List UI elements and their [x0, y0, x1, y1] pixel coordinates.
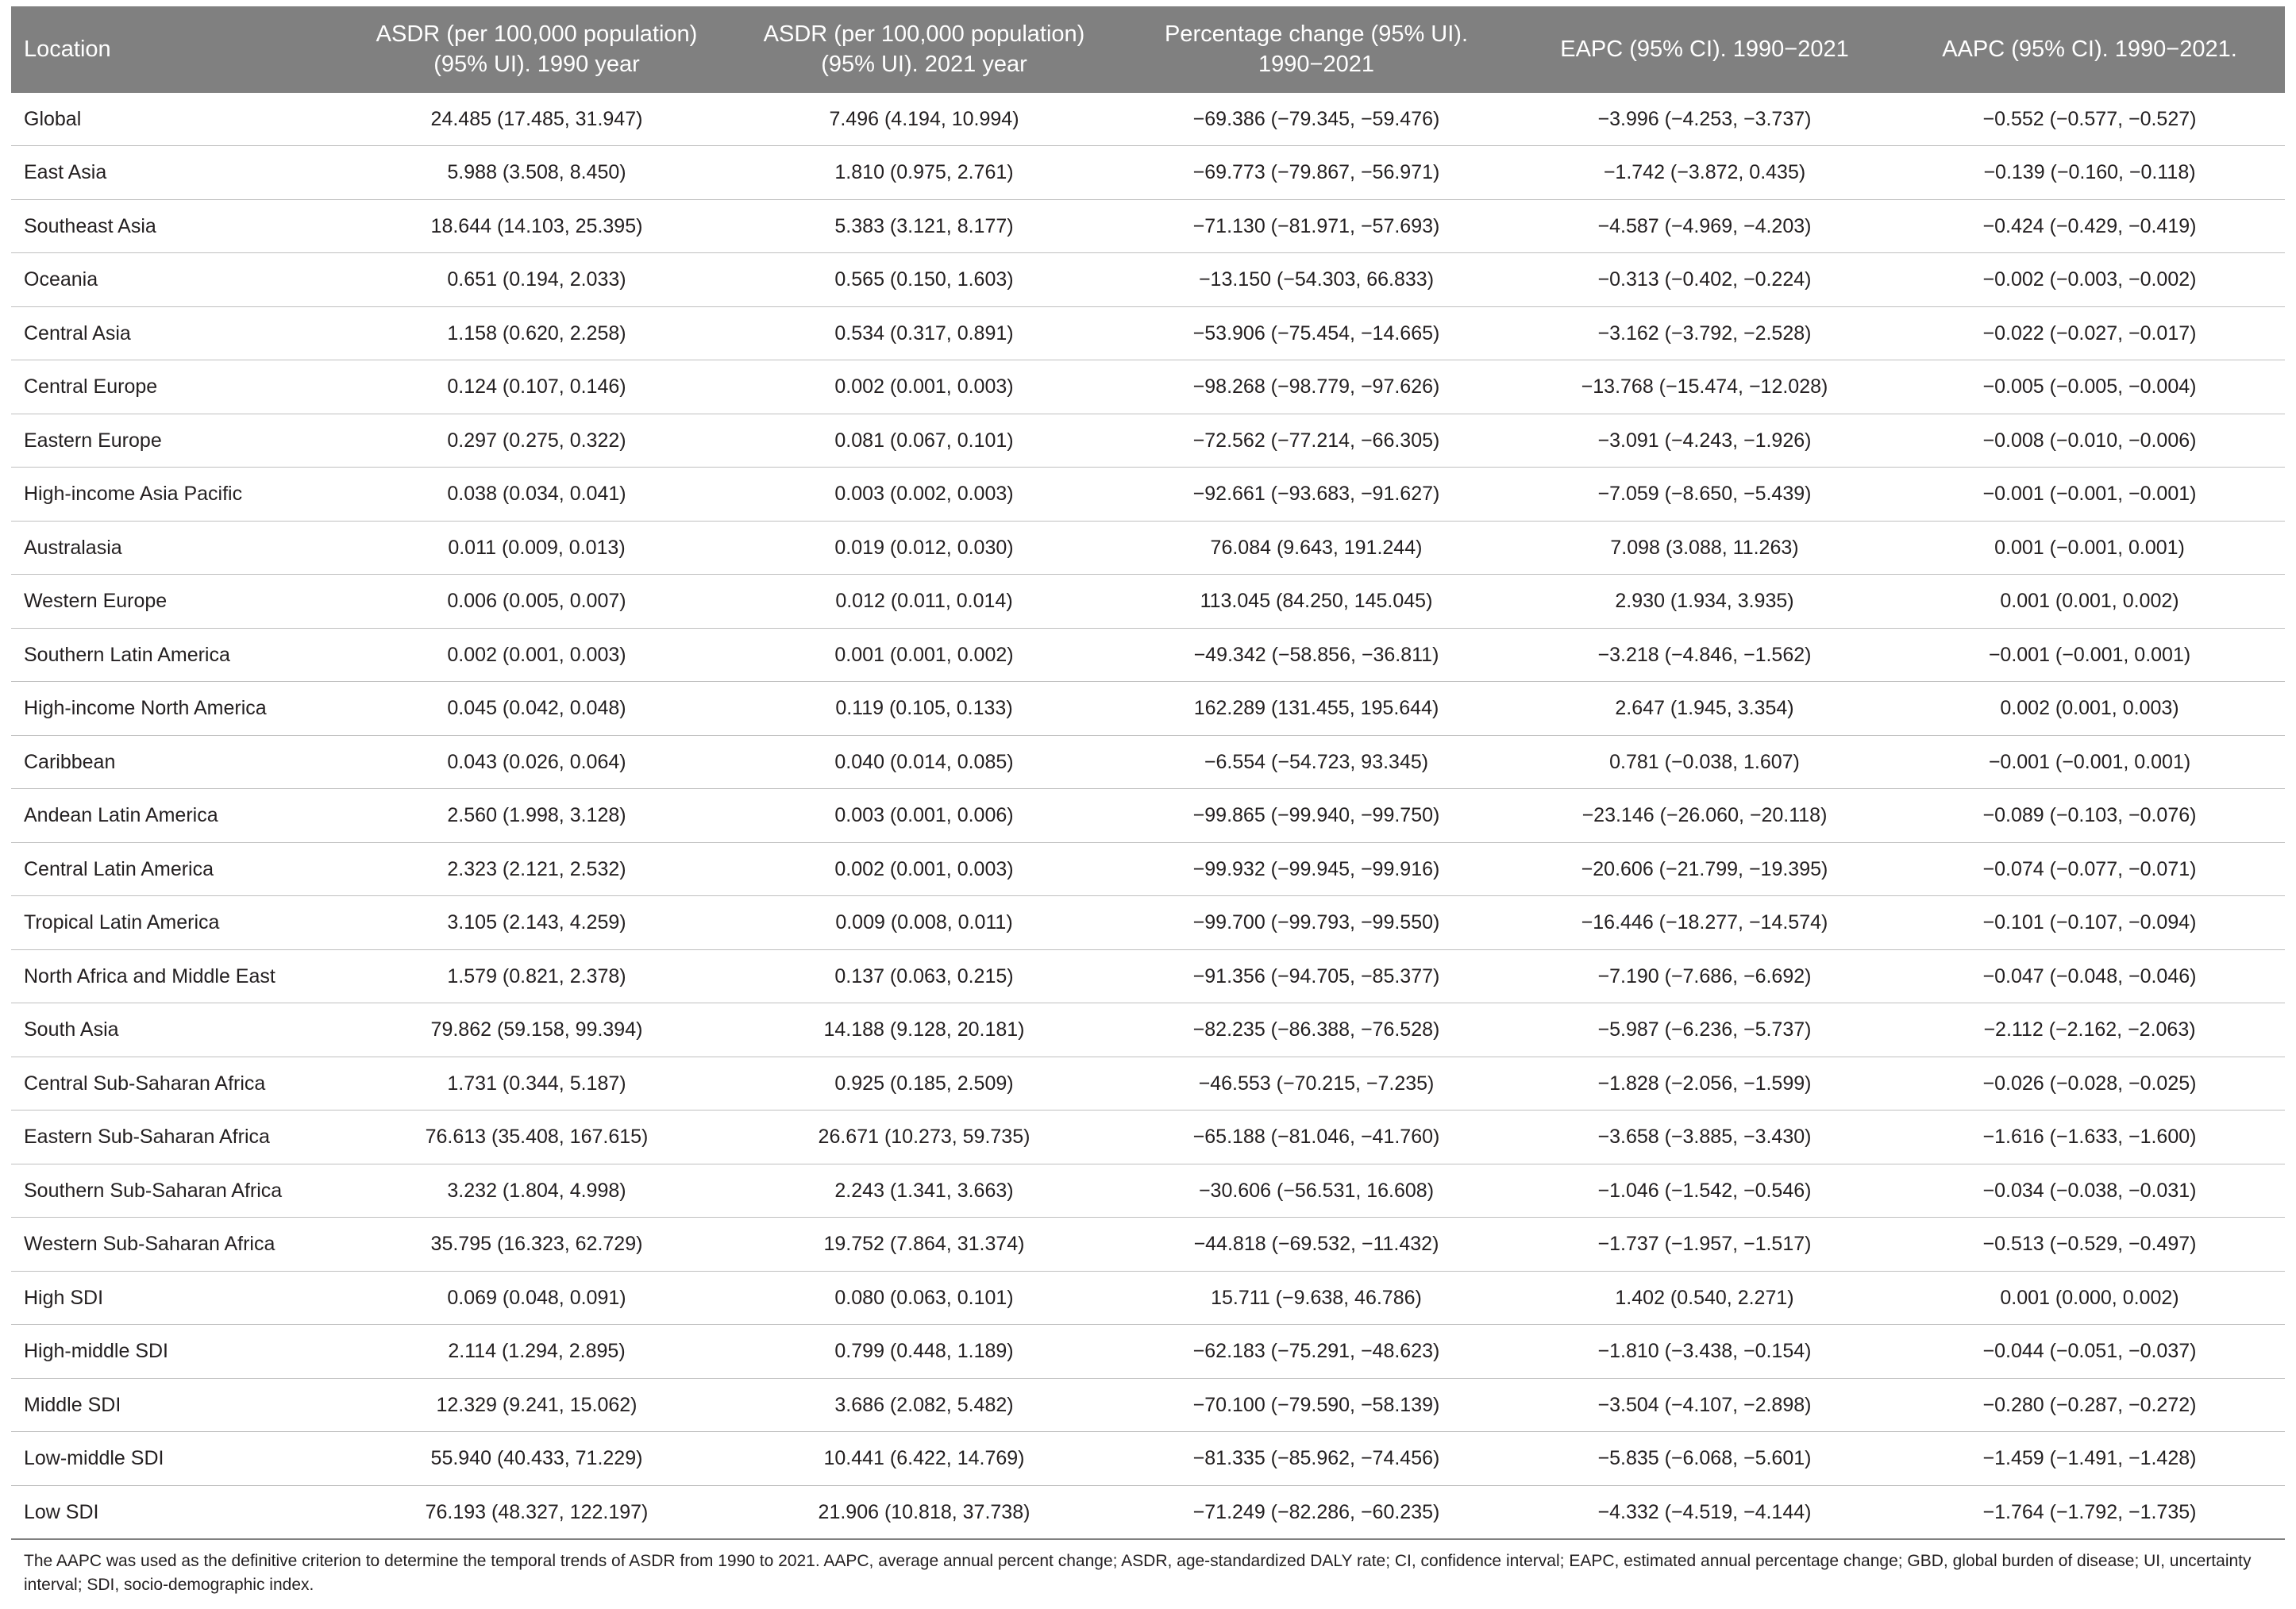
header-row: [11, 6, 2285, 93]
table-header: [11, 6, 2285, 93]
cell-percentage-change: −92.661 (−93.683, −91.627): [1118, 468, 1515, 522]
cell-asdr-1990: 2.323 (2.121, 2.532): [343, 842, 730, 896]
cell-asdr-1990: 24.485 (17.485, 31.947): [343, 93, 730, 146]
cell-asdr-2021: 0.565 (0.150, 1.603): [730, 253, 1118, 307]
cell-asdr-2021: 0.003 (0.001, 0.006): [730, 789, 1118, 843]
cell-location: Eastern Europe: [11, 414, 343, 468]
column-header-eapc: EAPC (95% CI). 1990−2021: [1515, 6, 1894, 93]
table-row: [11, 414, 2285, 468]
cell-aapc: −0.022 (−0.027, −0.017): [1894, 306, 2285, 360]
cell-eapc: −16.446 (−18.277, −14.574): [1515, 896, 1894, 950]
cell-eapc: −3.996 (−4.253, −3.737): [1515, 93, 1894, 146]
cell-aapc: −0.044 (−0.051, −0.037): [1894, 1325, 2285, 1379]
cell-asdr-1990: 0.043 (0.026, 0.064): [343, 735, 730, 789]
cell-percentage-change: −99.865 (−99.940, −99.750): [1118, 789, 1515, 843]
cell-eapc: −3.091 (−4.243, −1.926): [1515, 414, 1894, 468]
cell-percentage-change: −53.906 (−75.454, −14.665): [1118, 306, 1515, 360]
table-row: [11, 360, 2285, 414]
cell-asdr-2021: 0.012 (0.011, 0.014): [730, 575, 1118, 629]
table-body: [11, 93, 2285, 1540]
table-row: [11, 306, 2285, 360]
cell-eapc: −23.146 (−26.060, −20.118): [1515, 789, 1894, 843]
cell-asdr-2021: 0.040 (0.014, 0.085): [730, 735, 1118, 789]
cell-percentage-change: −82.235 (−86.388, −76.528): [1118, 1003, 1515, 1057]
table-footnote: The AAPC was used as the definitive criterion to determine the temporal trends of ASDR from 1990 to 2021. AAPC, average annual percent change; ASDR, age-standardized DALY rate; CI, confidence interval; EAPC, estimated annual percentage change; GBD, global burden of disease; UI, uncertainty interval; SDI, socio-demographic index.: [24, 1552, 2252, 1595]
cell-asdr-2021: 0.799 (0.448, 1.189): [730, 1325, 1118, 1379]
column-header-location: Location: [11, 6, 343, 93]
table-row: [11, 682, 2285, 736]
cell-location: Australasia: [11, 521, 343, 575]
cell-asdr-1990: 3.232 (1.804, 4.998): [343, 1164, 730, 1218]
cell-asdr-1990: 0.038 (0.034, 0.041): [343, 468, 730, 522]
cell-eapc: 1.402 (0.540, 2.271): [1515, 1271, 1894, 1325]
cell-eapc: −4.332 (−4.519, −4.144): [1515, 1485, 1894, 1539]
cell-asdr-1990: 18.644 (14.103, 25.395): [343, 199, 730, 253]
table-row: [11, 949, 2285, 1003]
cell-aapc: −2.112 (−2.162, −2.063): [1894, 1003, 2285, 1057]
results-table: [11, 6, 2285, 1540]
cell-location: Global: [11, 93, 343, 146]
cell-aapc: −0.005 (−0.005, −0.004): [1894, 360, 2285, 414]
cell-location: Southern Latin America: [11, 628, 343, 682]
table-row: [11, 1003, 2285, 1057]
cell-asdr-2021: 0.137 (0.063, 0.215): [730, 949, 1118, 1003]
cell-aapc: −0.001 (−0.001, 0.001): [1894, 628, 2285, 682]
cell-eapc: −4.587 (−4.969, −4.203): [1515, 199, 1894, 253]
cell-location: High-income North America: [11, 682, 343, 736]
table-container: [11, 6, 2285, 1540]
table-row: [11, 735, 2285, 789]
cell-asdr-1990: 0.002 (0.001, 0.003): [343, 628, 730, 682]
cell-eapc: −1.737 (−1.957, −1.517): [1515, 1218, 1894, 1272]
cell-asdr-2021: 0.009 (0.008, 0.011): [730, 896, 1118, 950]
cell-asdr-1990: 12.329 (9.241, 15.062): [343, 1378, 730, 1432]
cell-aapc: −0.034 (−0.038, −0.031): [1894, 1164, 2285, 1218]
table-row: [11, 1485, 2285, 1539]
cell-eapc: −1.742 (−3.872, 0.435): [1515, 146, 1894, 200]
cell-asdr-2021: 3.686 (2.082, 5.482): [730, 1378, 1118, 1432]
cell-asdr-2021: 0.003 (0.002, 0.003): [730, 468, 1118, 522]
cell-asdr-1990: 1.731 (0.344, 5.187): [343, 1057, 730, 1111]
column-header-asdr-1990: ASDR (per 100,000 population) (95% UI). 1990 year: [343, 6, 730, 93]
cell-asdr-1990: 0.651 (0.194, 2.033): [343, 253, 730, 307]
table-row: [11, 896, 2285, 950]
cell-eapc: −13.768 (−15.474, −12.028): [1515, 360, 1894, 414]
cell-aapc: −0.008 (−0.010, −0.006): [1894, 414, 2285, 468]
table-row: [11, 842, 2285, 896]
cell-location: Western Europe: [11, 575, 343, 629]
cell-location: Central Latin America: [11, 842, 343, 896]
cell-asdr-1990: 1.579 (0.821, 2.378): [343, 949, 730, 1003]
cell-eapc: −5.835 (−6.068, −5.601): [1515, 1432, 1894, 1486]
cell-eapc: −3.504 (−4.107, −2.898): [1515, 1378, 1894, 1432]
table-row: [11, 1057, 2285, 1111]
cell-location: High-income Asia Pacific: [11, 468, 343, 522]
cell-percentage-change: −13.150 (−54.303, 66.833): [1118, 253, 1515, 307]
cell-asdr-1990: 79.862 (59.158, 99.394): [343, 1003, 730, 1057]
cell-location: Oceania: [11, 253, 343, 307]
cell-asdr-1990: 0.006 (0.005, 0.007): [343, 575, 730, 629]
cell-asdr-2021: 0.081 (0.067, 0.101): [730, 414, 1118, 468]
cell-aapc: −0.026 (−0.028, −0.025): [1894, 1057, 2285, 1111]
cell-percentage-change: −30.606 (−56.531, 16.608): [1118, 1164, 1515, 1218]
cell-asdr-1990: 76.193 (48.327, 122.197): [343, 1485, 730, 1539]
cell-asdr-1990: 0.124 (0.107, 0.146): [343, 360, 730, 414]
cell-eapc: −1.046 (−1.542, −0.546): [1515, 1164, 1894, 1218]
cell-location: Andean Latin America: [11, 789, 343, 843]
cell-location: Caribbean: [11, 735, 343, 789]
cell-percentage-change: −6.554 (−54.723, 93.345): [1118, 735, 1515, 789]
cell-location: High-middle SDI: [11, 1325, 343, 1379]
cell-percentage-change: −81.335 (−85.962, −74.456): [1118, 1432, 1515, 1486]
table-row: [11, 1111, 2285, 1164]
cell-location: South Asia: [11, 1003, 343, 1057]
cell-asdr-1990: 0.297 (0.275, 0.322): [343, 414, 730, 468]
cell-eapc: 2.930 (1.934, 3.935): [1515, 575, 1894, 629]
cell-eapc: 0.781 (−0.038, 1.607): [1515, 735, 1894, 789]
cell-aapc: −1.764 (−1.792, −1.735): [1894, 1485, 2285, 1539]
cell-percentage-change: −72.562 (−77.214, −66.305): [1118, 414, 1515, 468]
cell-aapc: −0.280 (−0.287, −0.272): [1894, 1378, 2285, 1432]
cell-location: Middle SDI: [11, 1378, 343, 1432]
cell-aapc: −1.459 (−1.491, −1.428): [1894, 1432, 2285, 1486]
cell-eapc: −3.162 (−3.792, −2.528): [1515, 306, 1894, 360]
table-row: [11, 1218, 2285, 1272]
column-header-aapc: AAPC (95% CI). 1990−2021.: [1894, 6, 2285, 93]
table-row: [11, 468, 2285, 522]
cell-asdr-2021: 0.001 (0.001, 0.002): [730, 628, 1118, 682]
cell-asdr-2021: 0.080 (0.063, 0.101): [730, 1271, 1118, 1325]
cell-asdr-1990: 35.795 (16.323, 62.729): [343, 1218, 730, 1272]
cell-aapc: −0.002 (−0.003, −0.002): [1894, 253, 2285, 307]
cell-percentage-change: −65.188 (−81.046, −41.760): [1118, 1111, 1515, 1164]
cell-eapc: −3.218 (−4.846, −1.562): [1515, 628, 1894, 682]
cell-aapc: −0.513 (−0.529, −0.497): [1894, 1218, 2285, 1272]
cell-aapc: −0.089 (−0.103, −0.076): [1894, 789, 2285, 843]
cell-aapc: −0.552 (−0.577, −0.527): [1894, 93, 2285, 146]
cell-asdr-1990: 76.613 (35.408, 167.615): [343, 1111, 730, 1164]
cell-asdr-2021: 21.906 (10.818, 37.738): [730, 1485, 1118, 1539]
table-row: [11, 146, 2285, 200]
cell-aapc: 0.002 (0.001, 0.003): [1894, 682, 2285, 736]
cell-aapc: −0.001 (−0.001, −0.001): [1894, 468, 2285, 522]
cell-location: East Asia: [11, 146, 343, 200]
cell-percentage-change: −70.100 (−79.590, −58.139): [1118, 1378, 1515, 1432]
cell-asdr-2021: 19.752 (7.864, 31.374): [730, 1218, 1118, 1272]
cell-asdr-2021: 0.534 (0.317, 0.891): [730, 306, 1118, 360]
cell-eapc: −1.810 (−3.438, −0.154): [1515, 1325, 1894, 1379]
cell-eapc: −0.313 (−0.402, −0.224): [1515, 253, 1894, 307]
cell-location: Tropical Latin America: [11, 896, 343, 950]
cell-location: Southern Sub-Saharan Africa: [11, 1164, 343, 1218]
cell-eapc: −7.190 (−7.686, −6.692): [1515, 949, 1894, 1003]
cell-location: Central Europe: [11, 360, 343, 414]
cell-asdr-1990: 5.988 (3.508, 8.450): [343, 146, 730, 200]
table-row: [11, 1271, 2285, 1325]
cell-asdr-1990: 2.114 (1.294, 2.895): [343, 1325, 730, 1379]
cell-aapc: −1.616 (−1.633, −1.600): [1894, 1111, 2285, 1164]
cell-asdr-2021: 26.671 (10.273, 59.735): [730, 1111, 1118, 1164]
column-header-asdr-2021: ASDR (per 100,000 population) (95% UI). 2021 year: [730, 6, 1118, 93]
cell-aapc: 0.001 (0.000, 0.002): [1894, 1271, 2285, 1325]
cell-asdr-2021: 0.002 (0.001, 0.003): [730, 842, 1118, 896]
cell-percentage-change: −99.932 (−99.945, −99.916): [1118, 842, 1515, 896]
cell-eapc: −20.606 (−21.799, −19.395): [1515, 842, 1894, 896]
cell-asdr-2021: 14.188 (9.128, 20.181): [730, 1003, 1118, 1057]
cell-location: Low-middle SDI: [11, 1432, 343, 1486]
cell-eapc: −5.987 (−6.236, −5.737): [1515, 1003, 1894, 1057]
cell-aapc: −0.424 (−0.429, −0.419): [1894, 199, 2285, 253]
cell-percentage-change: −44.818 (−69.532, −11.432): [1118, 1218, 1515, 1272]
cell-percentage-change: −71.130 (−81.971, −57.693): [1118, 199, 1515, 253]
cell-percentage-change: 162.289 (131.455, 195.644): [1118, 682, 1515, 736]
cell-asdr-2021: 1.810 (0.975, 2.761): [730, 146, 1118, 200]
cell-eapc: −3.658 (−3.885, −3.430): [1515, 1111, 1894, 1164]
table-row: [11, 253, 2285, 307]
cell-asdr-2021: 5.383 (3.121, 8.177): [730, 199, 1118, 253]
cell-location: Central Asia: [11, 306, 343, 360]
table-row: [11, 789, 2285, 843]
cell-location: North Africa and Middle East: [11, 949, 343, 1003]
cell-asdr-1990: 0.045 (0.042, 0.048): [343, 682, 730, 736]
table-row: [11, 575, 2285, 629]
cell-asdr-1990: 3.105 (2.143, 4.259): [343, 896, 730, 950]
cell-eapc: −7.059 (−8.650, −5.439): [1515, 468, 1894, 522]
cell-percentage-change: −91.356 (−94.705, −85.377): [1118, 949, 1515, 1003]
cell-percentage-change: −69.386 (−79.345, −59.476): [1118, 93, 1515, 146]
column-header-percentage-change: Percentage change (95% UI). 1990−2021: [1118, 6, 1515, 93]
cell-asdr-1990: 0.069 (0.048, 0.091): [343, 1271, 730, 1325]
cell-aapc: −0.001 (−0.001, 0.001): [1894, 735, 2285, 789]
cell-percentage-change: 76.084 (9.643, 191.244): [1118, 521, 1515, 575]
cell-percentage-change: 113.045 (84.250, 145.045): [1118, 575, 1515, 629]
cell-percentage-change: −71.249 (−82.286, −60.235): [1118, 1485, 1515, 1539]
cell-asdr-2021: 7.496 (4.194, 10.994): [730, 93, 1118, 146]
table-row: [11, 1164, 2285, 1218]
table-row: [11, 199, 2285, 253]
cell-asdr-2021: 2.243 (1.341, 3.663): [730, 1164, 1118, 1218]
cell-location: Southeast Asia: [11, 199, 343, 253]
cell-percentage-change: −46.553 (−70.215, −7.235): [1118, 1057, 1515, 1111]
cell-location: Eastern Sub-Saharan Africa: [11, 1111, 343, 1164]
cell-eapc: 2.647 (1.945, 3.354): [1515, 682, 1894, 736]
cell-eapc: 7.098 (3.088, 11.263): [1515, 521, 1894, 575]
cell-percentage-change: −69.773 (−79.867, −56.971): [1118, 146, 1515, 200]
cell-percentage-change: −49.342 (−58.856, −36.811): [1118, 628, 1515, 682]
table-row: [11, 93, 2285, 146]
cell-location: Low SDI: [11, 1485, 343, 1539]
cell-asdr-1990: 55.940 (40.433, 71.229): [343, 1432, 730, 1486]
cell-asdr-2021: 0.925 (0.185, 2.509): [730, 1057, 1118, 1111]
cell-location: Western Sub-Saharan Africa: [11, 1218, 343, 1272]
table-row: [11, 628, 2285, 682]
cell-asdr-1990: 2.560 (1.998, 3.128): [343, 789, 730, 843]
cell-percentage-change: −62.183 (−75.291, −48.623): [1118, 1325, 1515, 1379]
cell-asdr-2021: 0.002 (0.001, 0.003): [730, 360, 1118, 414]
cell-asdr-2021: 0.019 (0.012, 0.030): [730, 521, 1118, 575]
cell-aapc: −0.074 (−0.077, −0.071): [1894, 842, 2285, 896]
table-row: [11, 1378, 2285, 1432]
table-row: [11, 521, 2285, 575]
cell-asdr-2021: 10.441 (6.422, 14.769): [730, 1432, 1118, 1486]
cell-asdr-1990: 0.011 (0.009, 0.013): [343, 521, 730, 575]
cell-percentage-change: 15.711 (−9.638, 46.786): [1118, 1271, 1515, 1325]
cell-aapc: 0.001 (0.001, 0.002): [1894, 575, 2285, 629]
cell-location: Central Sub-Saharan Africa: [11, 1057, 343, 1111]
table-row: [11, 1432, 2285, 1486]
cell-eapc: −1.828 (−2.056, −1.599): [1515, 1057, 1894, 1111]
cell-aapc: 0.001 (−0.001, 0.001): [1894, 521, 2285, 575]
cell-aapc: −0.139 (−0.160, −0.118): [1894, 146, 2285, 200]
cell-aapc: −0.047 (−0.048, −0.046): [1894, 949, 2285, 1003]
cell-percentage-change: −98.268 (−98.779, −97.626): [1118, 360, 1515, 414]
cell-percentage-change: −99.700 (−99.793, −99.550): [1118, 896, 1515, 950]
cell-aapc: −0.101 (−0.107, −0.094): [1894, 896, 2285, 950]
cell-asdr-2021: 0.119 (0.105, 0.133): [730, 682, 1118, 736]
cell-asdr-1990: 1.158 (0.620, 2.258): [343, 306, 730, 360]
cell-location: High SDI: [11, 1271, 343, 1325]
table-row: [11, 1325, 2285, 1379]
